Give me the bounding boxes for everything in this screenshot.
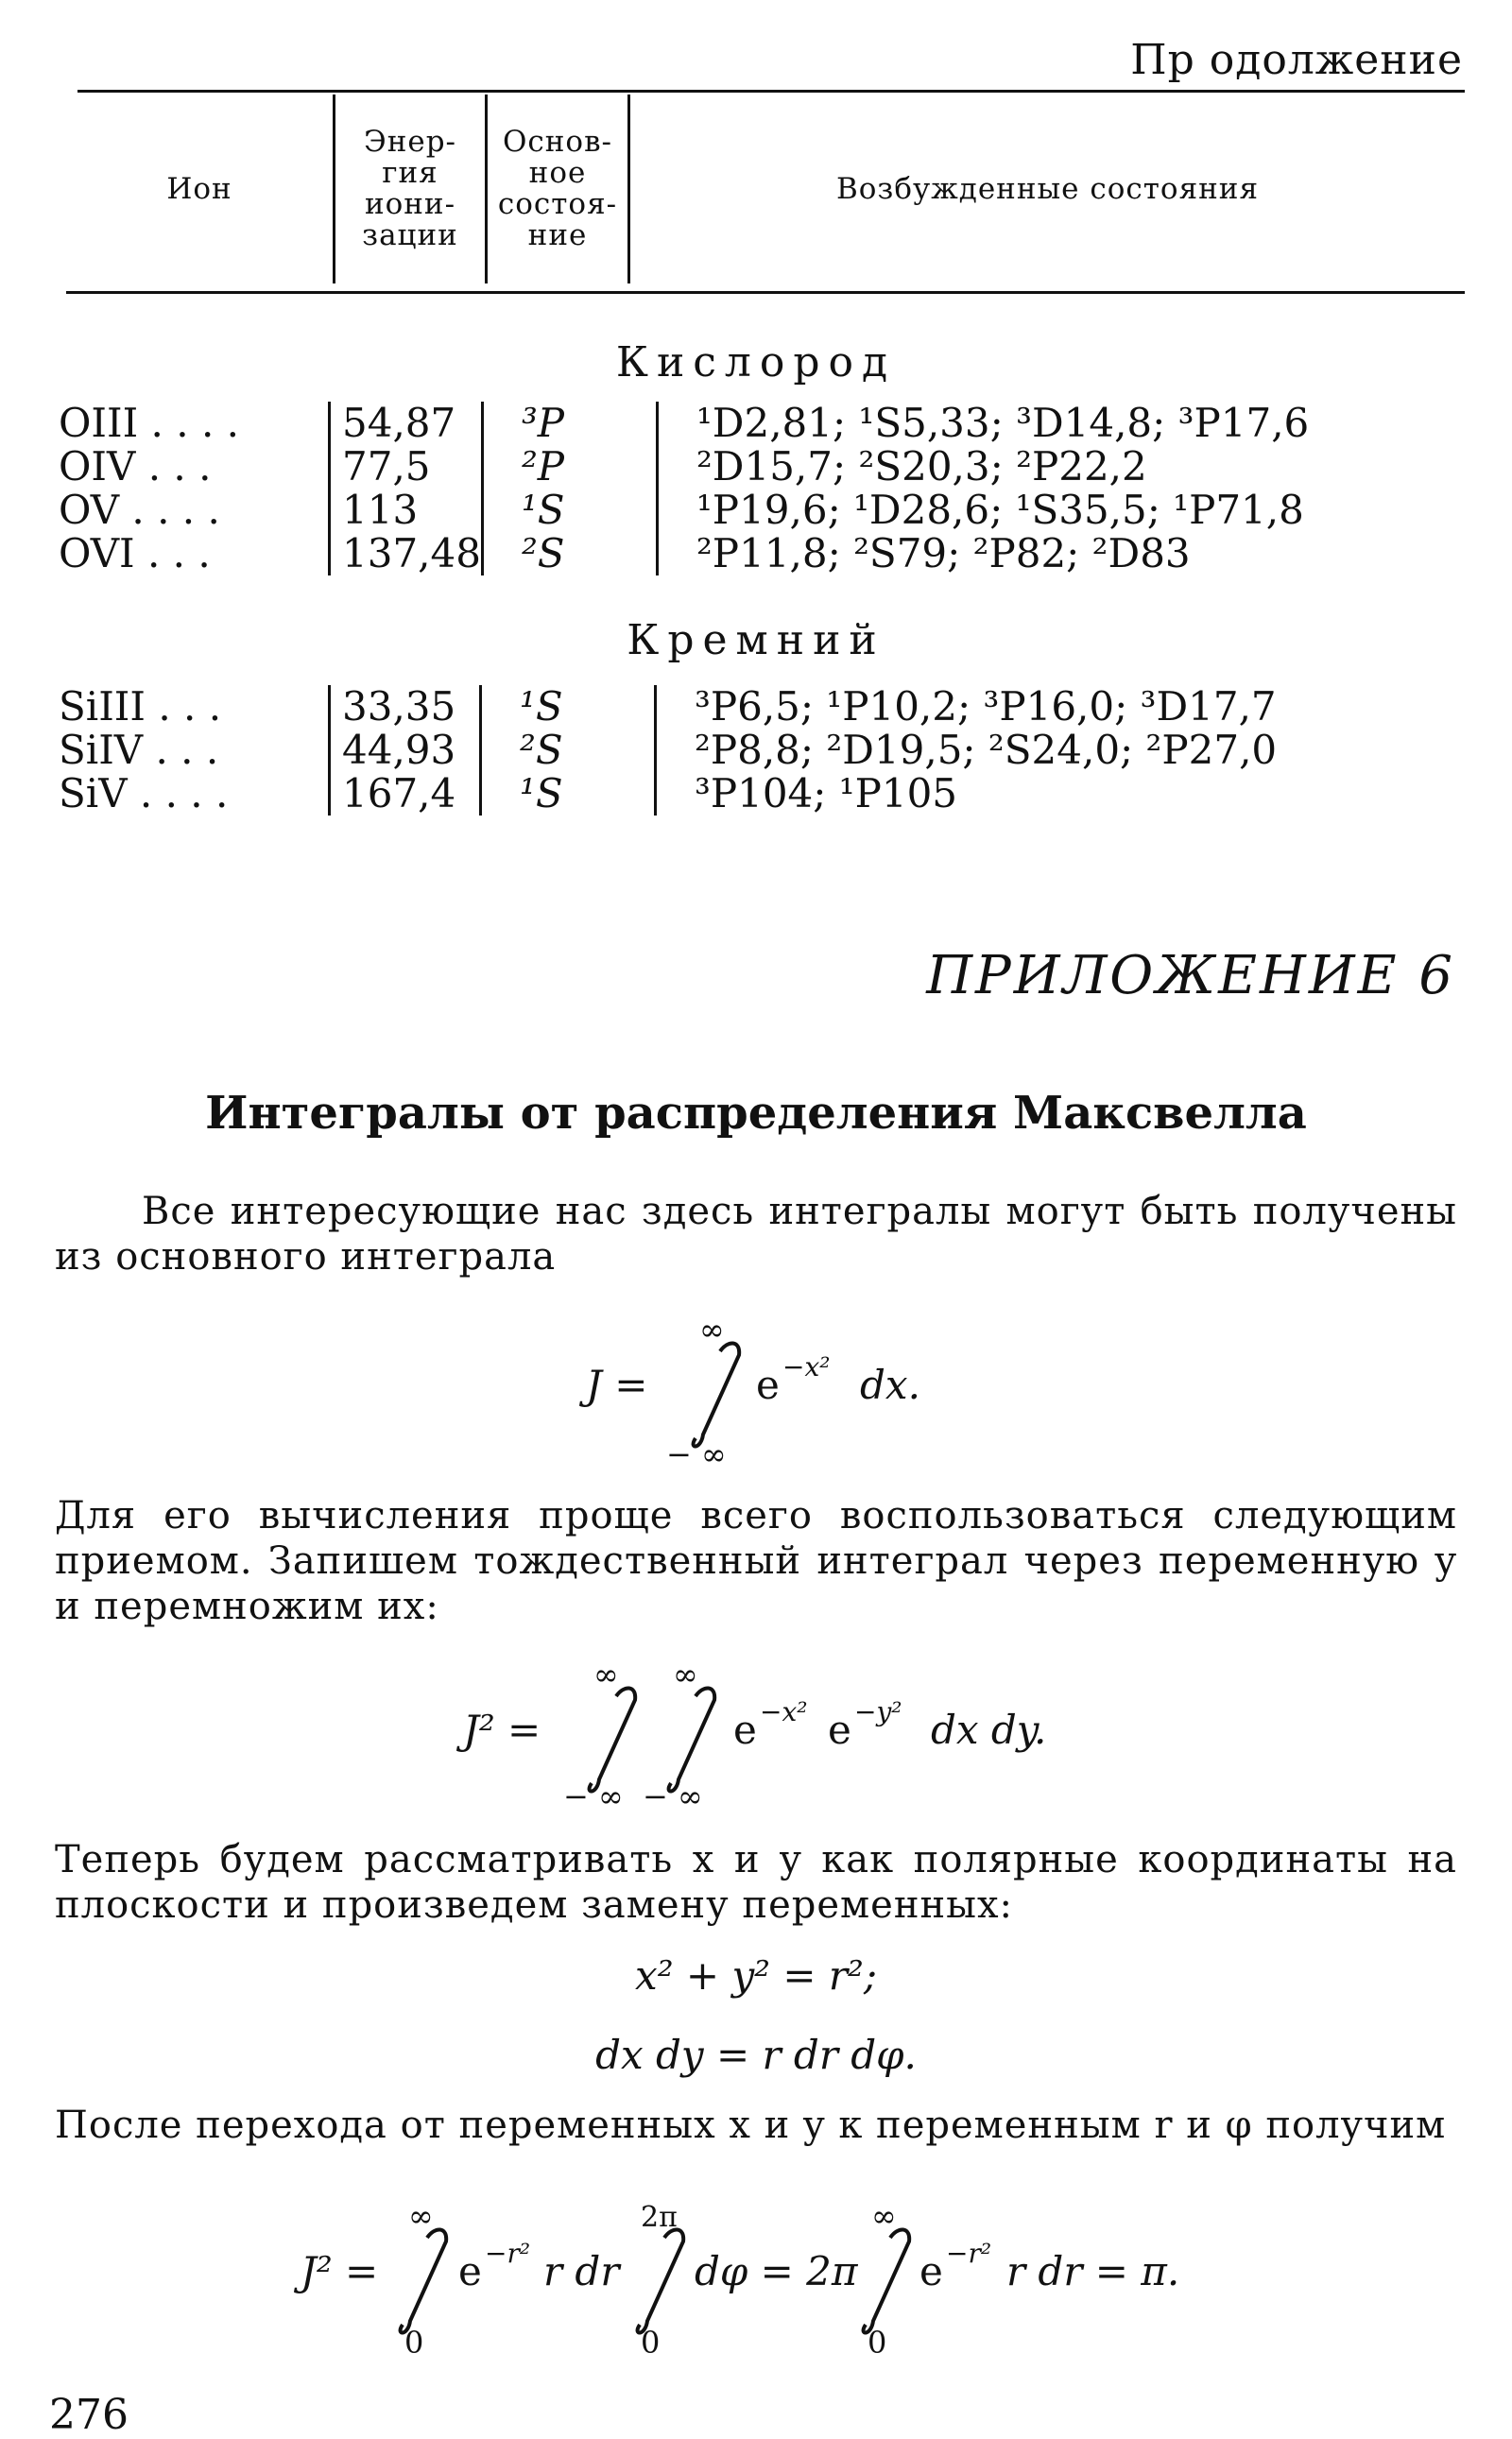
lower-limit: 0 — [641, 2325, 661, 2361]
ground-state-cell: ²S — [482, 532, 657, 575]
group-title-silicon: Кремний — [627, 616, 885, 664]
exponent: −x² — [782, 1351, 831, 1383]
differential: dφ = 2π — [695, 2248, 858, 2294]
formula-lhs: J = — [586, 1362, 648, 1408]
formula-lhs: J² = — [463, 1707, 541, 1753]
section-title: Интегралы от распределения Максвелла — [205, 1087, 1307, 1140]
upper-limit: ∞ — [673, 1657, 698, 1692]
excited-states-cell: ²P11,8; ²S79; ²P82; ²D83 — [657, 532, 1309, 575]
energy-cell: 44,93 — [330, 729, 481, 772]
energy-cell: 167,4 — [330, 772, 481, 816]
formula-lhs: J² = — [301, 2248, 379, 2294]
exp-base: e — [733, 1707, 757, 1753]
differential: dx dy. — [931, 1707, 1047, 1753]
excited-states-cell: ³P6,5; ¹P10,2; ³P16,0; ³D17,7 — [656, 685, 1278, 729]
ion-cell: SiIII . . . — [59, 683, 222, 730]
table-row — [59, 489, 1309, 532]
continuation-label: Пр одолжение — [1130, 36, 1463, 84]
table-row — [59, 772, 1277, 816]
ion-cell: OIV . . . — [59, 443, 212, 490]
excited-states-cell: ²D15,7; ²S20,3; ²P22,2 — [657, 445, 1309, 489]
upper-limit: ∞ — [699, 1312, 725, 1348]
energy-cell: 113 — [330, 489, 483, 532]
ion-cell: OVI . . . — [59, 530, 211, 576]
ground-state-cell: ¹S — [481, 772, 656, 816]
formula-polar-integral — [293, 2198, 1179, 2361]
paragraph-1: Все интересующие нас здесь интегралы могут быть получены из основного интеграла — [55, 1190, 1457, 1279]
energy-cell: 137,48 — [330, 532, 483, 575]
ground-state-cell: ¹S — [481, 685, 656, 729]
differential: r dr = π. — [1006, 2248, 1180, 2294]
ground-state-cell: ¹S — [482, 489, 657, 532]
integral-sign — [694, 1343, 740, 1446]
formula-gaussian-integral — [578, 1312, 920, 1472]
oxygen-table — [59, 402, 1309, 575]
header-bottom-rule — [66, 291, 1465, 294]
excited-states-cell: ³P104; ¹P105 — [656, 772, 1278, 816]
table-row — [59, 532, 1309, 575]
differential: dx. — [860, 1362, 920, 1408]
formula-double-integral — [455, 1657, 1046, 1814]
table-row — [59, 445, 1309, 489]
table-row — [59, 402, 1309, 445]
column-header-excited-states: Возбужденные состояния — [629, 94, 1466, 283]
ion-cell: SiV . . . . — [59, 770, 229, 816]
paragraph-4: После перехода от переменных x и y к переменным r и φ получим — [55, 2104, 1447, 2147]
exp-base: e — [828, 1707, 851, 1753]
ion-cell: SiIV . . . — [59, 727, 219, 773]
exponent: −r² — [485, 2238, 531, 2269]
ground-state-cell: ³P — [482, 402, 657, 445]
upper-limit: 2π — [641, 2201, 678, 2234]
table-header — [66, 94, 1465, 283]
energy-cell: 54,87 — [330, 402, 483, 445]
paragraph-3: Теперь будем рассматривать x и y как полярные координаты на плоскости и произведем замену переменных: — [55, 1838, 1457, 1927]
exponent: −r² — [946, 2238, 992, 2269]
equation-substitution: x² + y² = r²; — [635, 1952, 877, 1999]
paragraph-2: Для его вычисления проще всего воспользоваться следующим приемом. Запишем тождественный интеграл через переменную y и перемножим их: — [55, 1494, 1457, 1628]
exp-base: e — [458, 2248, 482, 2294]
table-row — [59, 729, 1277, 772]
lower-limit: − ∞ — [666, 1436, 727, 1472]
integral-sign — [590, 1688, 636, 1791]
top-rule — [77, 90, 1465, 93]
appendix-label: ПРИЛОЖЕНИЕ 6 — [926, 945, 1455, 1006]
ion-cell: OV . . . . — [59, 487, 220, 533]
lower-limit: 0 — [404, 2325, 424, 2361]
silicon-table — [59, 685, 1277, 816]
table-row — [59, 685, 1277, 729]
page-number: 276 — [49, 2391, 129, 2439]
integral-sign — [864, 2229, 910, 2332]
differential: r dr — [543, 2248, 620, 2294]
column-header-ground-state: Основ- ное состоя- ние — [487, 94, 629, 283]
lower-limit: − ∞ — [643, 1778, 703, 1814]
upper-limit: ∞ — [408, 2198, 434, 2234]
column-header-ion: Ион — [166, 171, 232, 206]
integral-sign — [638, 2229, 684, 2332]
excited-states-cell: ¹P19,6; ¹D28,6; ¹S35,5; ¹P71,8 — [657, 489, 1309, 532]
exp-base: e — [919, 2248, 943, 2294]
equation-jacobian: dx dy = r dr dφ. — [595, 2032, 917, 2078]
upper-limit: ∞ — [871, 2198, 897, 2234]
exponent: −x² — [760, 1696, 808, 1727]
energy-cell: 33,35 — [330, 685, 481, 729]
exp-base: e — [756, 1362, 780, 1408]
excited-states-cell: ²P8,8; ²D19,5; ²S24,0; ²P27,0 — [656, 729, 1278, 772]
integral-sign — [669, 1688, 715, 1791]
ion-cell: OIII . . . . — [59, 400, 240, 446]
exponent: −y² — [854, 1696, 902, 1727]
lower-limit: 0 — [868, 2325, 887, 2361]
group-title-oxygen: Кислород — [615, 338, 897, 386]
ground-state-cell: ²P — [482, 445, 657, 489]
ground-state-cell: ²S — [481, 729, 656, 772]
integral-sign — [401, 2229, 447, 2332]
energy-cell: 77,5 — [330, 445, 483, 489]
lower-limit: − ∞ — [563, 1778, 624, 1814]
upper-limit: ∞ — [593, 1657, 619, 1692]
column-header-energy: Энер- гия иони- зации — [335, 94, 487, 283]
excited-states-cell: ¹D2,81; ¹S5,33; ³D14,8; ³P17,6 — [657, 402, 1309, 445]
